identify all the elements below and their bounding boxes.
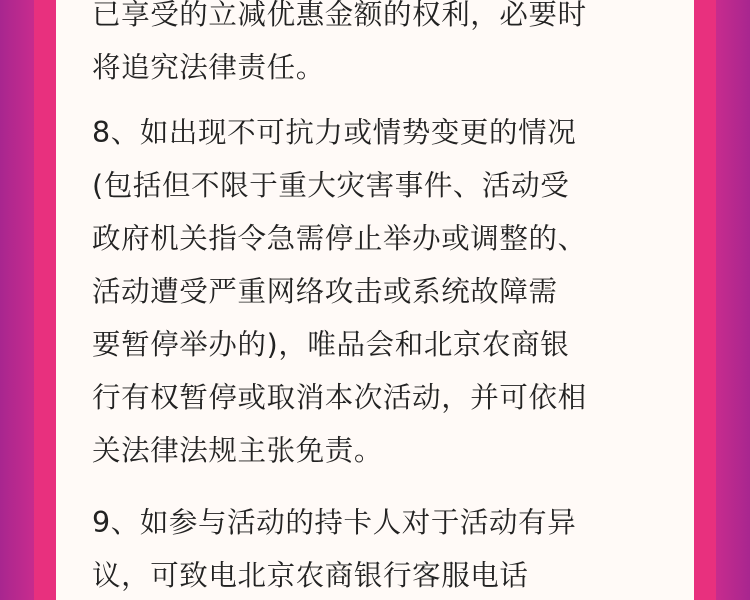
clause-text-line: 议，可致电北京农商银行客服电话 [92, 559, 529, 592]
clause-7-continuation [92, 0, 672, 94]
clause-text-line: 9、如参与活动的持卡人对于活动有异 [92, 506, 577, 539]
clause-text-line: 活动遭受严重网络攻击或系统故障需 [92, 275, 558, 308]
clause-9 [92, 496, 672, 600]
clause-text-line: 行有权暂停或取消本次活动，并可依相 [92, 381, 587, 414]
clause-text-line: 要暂停举办的)，唯品会和北京农商银 [92, 328, 570, 361]
clause-text-line: 政府机关指令急需停止举办或调整的、 [92, 222, 587, 255]
terms-content-card [56, 0, 694, 600]
clause-text-line: 8、如出现不可抗力或情势变更的情况 [92, 116, 577, 149]
clause-text-line: 关法律法规主张免责。 [92, 434, 384, 467]
clause-text-line: (包括但不限于重大灾害事件、活动受 [92, 169, 570, 202]
clause-text-line: 将追究法律责任。 [92, 51, 325, 84]
clause-text-line: 已享受的立减优惠金额的权利，必要时 [92, 0, 587, 31]
clause-8 [92, 106, 672, 477]
